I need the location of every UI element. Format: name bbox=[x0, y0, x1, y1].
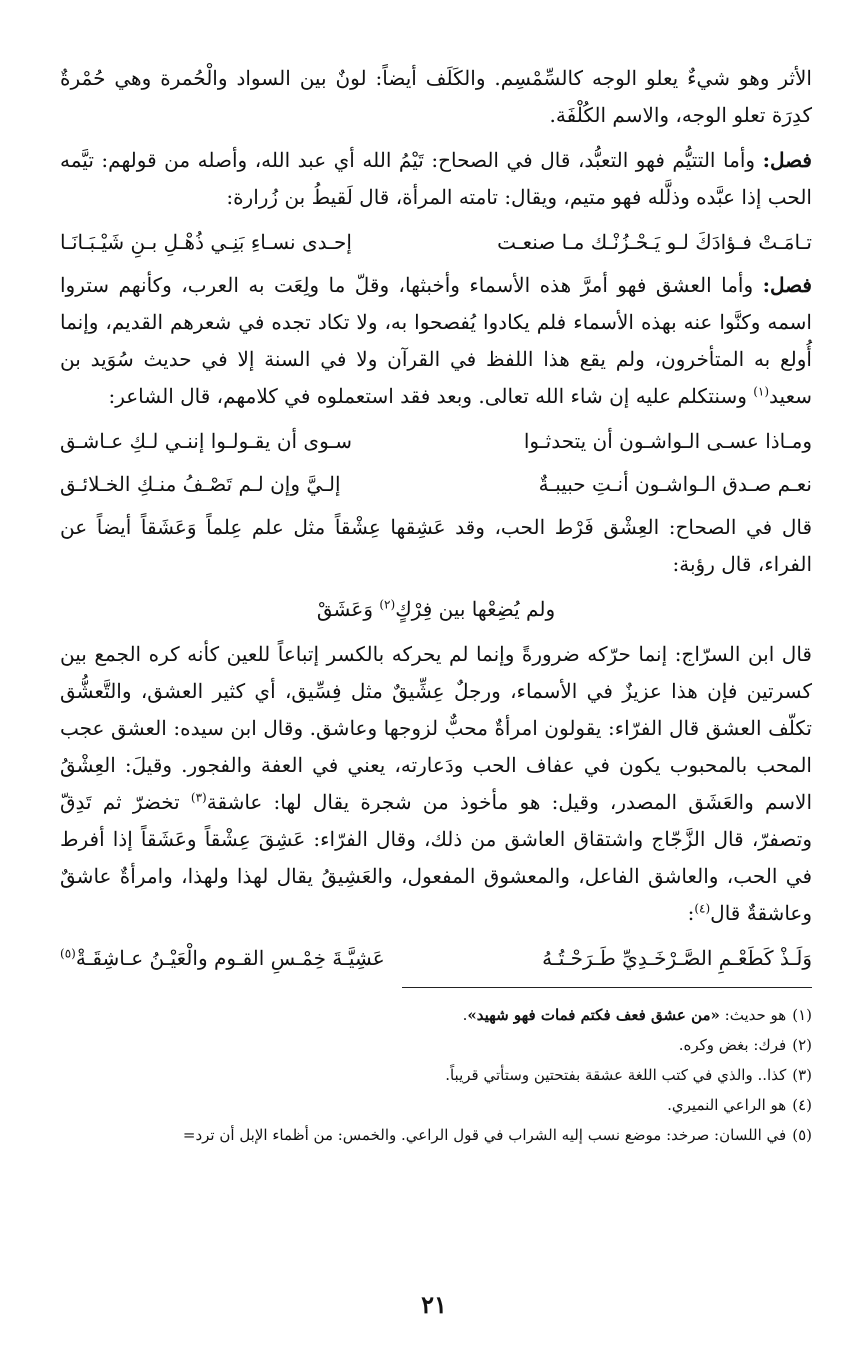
verse-line bbox=[60, 224, 812, 261]
main-text bbox=[60, 60, 812, 977]
verse-text: ولم يُضِعْها بين فِرْكٍ bbox=[395, 597, 556, 621]
verse-first-hemistich: وَلَـذْ كَطَعْـمِ الصَّـرْخَـدِيِّ طَـرَحْـتُـهُ bbox=[542, 946, 812, 970]
verse-line bbox=[60, 940, 812, 977]
verse-second-text: عَشِيَّـةَ خِمْـسِ القـوم والْعَيْـنُ عـاشِقَـةْ bbox=[75, 946, 385, 970]
paragraph-5 bbox=[60, 636, 812, 932]
footnote-tail: . bbox=[462, 1006, 468, 1024]
footnote-text: هو حديث: bbox=[719, 1006, 787, 1024]
footnote-ref: (٤) bbox=[694, 901, 711, 916]
footnote-ref: (٣) bbox=[190, 790, 207, 805]
footnote-item bbox=[60, 1030, 812, 1060]
verse-line bbox=[60, 466, 812, 503]
paragraph-3 bbox=[60, 267, 812, 415]
paragraph-5-text-after: تخضرّ ثم تَدِقّ وتصفرّ، قال الزَّجّاج واشتقاق العاشق من ذلك، وقال الفرّاء: عَشِقَ عِشْقاً وعَشَقاً إذا أفرط في الحب، والعاشق الفاعل، والمعشوق المفعول، والعَشِيقُ يقال لهذا ولهذا، وامرأةٌ عاشقٌ وعاشقةٌ قال bbox=[60, 790, 812, 925]
footnote-number: (٣) bbox=[792, 1066, 812, 1084]
footnote-text: في اللسان: صرخد: موضع نسب إليه الشراب في قول الراعي. والخمس: من أظماء الإبل أن ترد= bbox=[182, 1126, 787, 1144]
footnote-item bbox=[60, 1000, 812, 1030]
verse-tail: وَعَشَقْ bbox=[316, 597, 380, 621]
footnote-text: هو الراعي النميري. bbox=[667, 1096, 787, 1114]
paragraph-2 bbox=[60, 142, 812, 216]
footnote-text: فرك: بغض وكره. bbox=[678, 1036, 787, 1054]
paragraph-5-end: : bbox=[687, 901, 695, 925]
footnote-item bbox=[60, 1090, 812, 1120]
verse-second-hemistich: إلـيَّ وإن لـم تَصْـفُ منـكِ الخـلائـق bbox=[60, 472, 341, 496]
footnote-ref: (٥) bbox=[60, 946, 76, 961]
footnote-text: كذا.. والذي في كتب اللغة عشقة بفتحتين وستأتي قريباً. bbox=[445, 1066, 787, 1084]
paragraph-1: الأثر وهو شيءٌ يعلو الوجه كالسِّمْسِم. والكَلَف أيضاً: لونٌ بين السواد والْحُمرة وهي حُمْرةٌ كدِرَة تعلو الوجه، والاسم الكُلْفَة. bbox=[60, 66, 812, 127]
page-number: ٢١ bbox=[421, 1290, 447, 1319]
footnote-ref: (١) bbox=[753, 384, 770, 399]
footnote-number: (١) bbox=[792, 1006, 812, 1024]
verse-first-hemistich: تـامَـتْ فـؤادَكَ لـو يَـحْـزُنْـك مـا صنعـت bbox=[497, 230, 812, 254]
verse-second-hemistich bbox=[60, 940, 413, 977]
footnote-number: (٢) bbox=[792, 1036, 812, 1054]
footnotes bbox=[60, 1000, 812, 1150]
verse-second-hemistich: سـوى أن يقـولـوا إننـي لـكِ عـاشـق bbox=[60, 429, 353, 453]
footnote-item bbox=[60, 1060, 812, 1090]
verse-first-hemistich: ومـاذا عسـى الـواشـون أن يتحدثـوا bbox=[523, 429, 812, 453]
section-heading: فصل: bbox=[762, 148, 812, 172]
verse-first-hemistich: نعـم صـدق الـواشـون أنـتِ حبيبـةٌ bbox=[538, 472, 812, 496]
footnote-number: (٥) bbox=[792, 1126, 812, 1144]
footnote-ref: (٢) bbox=[379, 597, 396, 612]
paragraph-3-text-after: وسنتكلم عليه إن شاء الله تعالى. وبعد فقد استعملوه في كلامهم، قال الشاعر: bbox=[108, 384, 754, 408]
paragraph-5-text: قال ابن السرّاج: إنما حرّكه ضرورةً وإنما لم يحركه بالكسر إتباعاً للعين كأنه كره الجمع بين كسرتين فإن هذا عزيزٌ في الأسماء، ورجلٌ عِشِّيقٌ مثل فِسِّيق، أي كثير العشق، والتَّعشُّق تكلّف العشق قال الفرّاء: يقولون امرأةٌ محبٌّ لزوجها وعاشق. وقال ابن سيده: العشق عجب المحب بالمحبوب يكون في عفاف الحب ودَعارته، يعني في العفة والفجور. وقيلَ: العِشْقُ الاسم والعَشَق المصدر، وقيل: هو مأخوذ من شجرة يقال لها: عاشقة bbox=[60, 642, 812, 814]
paragraph-2-text: وأما التتيُّم فهو التعبُّد، قال في الصحاح: تَيْمُ الله أي عبد الله، وأصله من قولهم: تيَّمه الحب إذا عبَّده وذلَّله فهو متيم، ويقال: تامته المرأة، قال لَقيطُ بن زُرارة: bbox=[60, 148, 812, 209]
paragraph-4: قال في الصحاح: العِشْق فَرْط الحب، وقد عَشِقها عِشْقاً مثل علم عِلماً وَعَشَقاً أيضاً عن الفراء، قال رؤبة: bbox=[60, 515, 812, 576]
footnote-separator bbox=[402, 987, 812, 988]
verse-single bbox=[60, 591, 812, 628]
verse-line bbox=[60, 423, 812, 460]
paragraph-3-text: وأما العشق فهو أمرَّ هذه الأسماء وأخبثها، وقلّ ما ولِعَت به العرب، وكأنهم ستروا اسمه وكنَّوا عنه بهذه الأسماء فلم يكادوا يُفصحوا به، ولا تكاد تجده في شعرهم القديم، وإنما أُولع به المتأخرون، ولم يقع هذا اللفظ في القرآن ولا في السنة إلا في حديث سُوَيد بن سعيد bbox=[60, 273, 812, 408]
verse-second-hemistich: إحـدى نسـاءِ بَنِـي ذُهْـلِ بـنِ شَيْـبَـانَـا bbox=[60, 230, 352, 254]
footnote-bold: «من عشق فعف فكتم فمات فهو شهيد» bbox=[467, 1006, 720, 1024]
footnote-item bbox=[60, 1120, 812, 1150]
footnote-number: (٤) bbox=[792, 1096, 812, 1114]
section-heading: فصل: bbox=[762, 273, 812, 297]
